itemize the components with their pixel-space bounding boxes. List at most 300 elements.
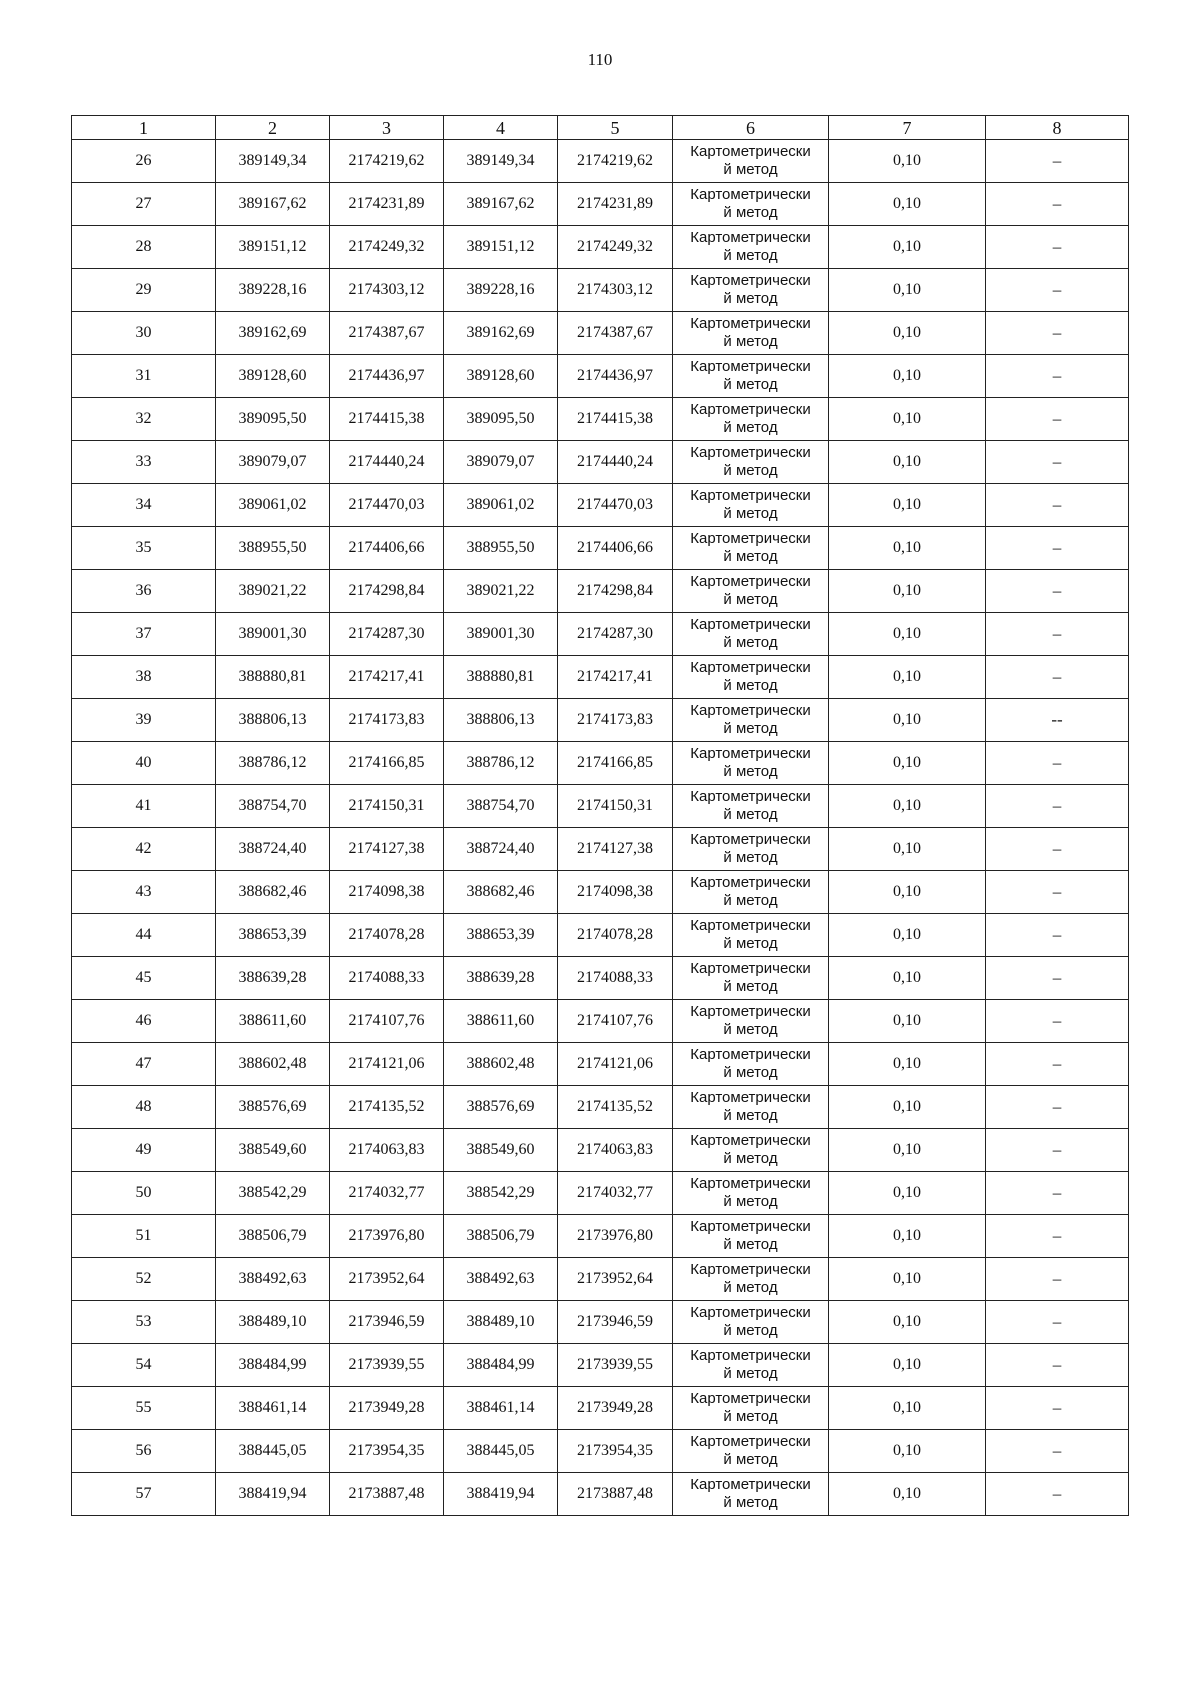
y-coordinate-cell: 2174098,38 — [330, 871, 444, 914]
point-number-cell: 46 — [72, 1000, 216, 1043]
table-row — [72, 1430, 1129, 1473]
table-row — [72, 312, 1129, 355]
y-coordinate-cell: 2174298,84 — [558, 570, 673, 613]
x-coordinate-cell: 388754,70 — [216, 785, 330, 828]
point-number-cell: 33 — [72, 441, 216, 484]
note-cell: – — [986, 914, 1129, 957]
x-coordinate-cell: 389162,69 — [216, 312, 330, 355]
y-coordinate-cell: 2174217,41 — [330, 656, 444, 699]
y-coordinate-cell: 2174078,28 — [330, 914, 444, 957]
y-coordinate-cell: 2174440,24 — [330, 441, 444, 484]
point-number-cell: 53 — [72, 1301, 216, 1344]
accuracy-cell: 0,10 — [829, 269, 986, 312]
x-coordinate-cell: 388489,10 — [444, 1301, 558, 1344]
method-cell: Картометрический метод — [673, 1086, 829, 1129]
x-coordinate-cell: 388639,28 — [216, 957, 330, 1000]
x-coordinate-cell: 388542,29 — [444, 1172, 558, 1215]
accuracy-cell: 0,10 — [829, 1430, 986, 1473]
y-coordinate-cell: 2174121,06 — [558, 1043, 673, 1086]
y-coordinate-cell: 2174078,28 — [558, 914, 673, 957]
table-row — [72, 1301, 1129, 1344]
point-number-cell: 45 — [72, 957, 216, 1000]
point-number-cell: 51 — [72, 1215, 216, 1258]
column-header: 5 — [558, 116, 673, 140]
table-row — [72, 269, 1129, 312]
point-number-cell: 27 — [72, 183, 216, 226]
point-number-cell: 35 — [72, 527, 216, 570]
y-coordinate-cell: 2174287,30 — [330, 613, 444, 656]
y-coordinate-cell: 2173946,59 — [330, 1301, 444, 1344]
method-cell: Картометрический метод — [673, 355, 829, 398]
x-coordinate-cell: 389021,22 — [216, 570, 330, 613]
method-cell: Картометрический метод — [673, 1301, 829, 1344]
accuracy-cell: 0,10 — [829, 914, 986, 957]
table-row — [72, 1215, 1129, 1258]
method-cell: Картометрический метод — [673, 1430, 829, 1473]
x-coordinate-cell: 388786,12 — [216, 742, 330, 785]
y-coordinate-cell: 2174063,83 — [558, 1129, 673, 1172]
note-cell: – — [986, 398, 1129, 441]
method-cell: Картометрический метод — [673, 226, 829, 269]
x-coordinate-cell: 388955,50 — [444, 527, 558, 570]
accuracy-cell: 0,10 — [829, 1215, 986, 1258]
y-coordinate-cell: 2174470,03 — [330, 484, 444, 527]
point-number-cell: 28 — [72, 226, 216, 269]
y-coordinate-cell: 2174173,83 — [558, 699, 673, 742]
table-row — [72, 183, 1129, 226]
accuracy-cell: 0,10 — [829, 1258, 986, 1301]
accuracy-cell: 0,10 — [829, 613, 986, 656]
point-number-cell: 52 — [72, 1258, 216, 1301]
x-coordinate-cell: 388542,29 — [216, 1172, 330, 1215]
column-header: 4 — [444, 116, 558, 140]
table-row — [72, 957, 1129, 1000]
method-cell: Картометрический метод — [673, 484, 829, 527]
note-cell: – — [986, 1258, 1129, 1301]
y-coordinate-cell: 2174219,62 — [330, 140, 444, 183]
y-coordinate-cell: 2173887,48 — [330, 1473, 444, 1516]
x-coordinate-cell: 389151,12 — [216, 226, 330, 269]
x-coordinate-cell: 388419,94 — [444, 1473, 558, 1516]
y-coordinate-cell: 2174440,24 — [558, 441, 673, 484]
header-row — [72, 116, 1129, 140]
method-cell: Картометрический метод — [673, 269, 829, 312]
y-coordinate-cell: 2174231,89 — [558, 183, 673, 226]
column-header: 6 — [673, 116, 829, 140]
x-coordinate-cell: 389167,62 — [216, 183, 330, 226]
note-cell: – — [986, 1387, 1129, 1430]
x-coordinate-cell: 388724,40 — [216, 828, 330, 871]
method-cell: Картометрический метод — [673, 183, 829, 226]
method-cell: Картометрический метод — [673, 1215, 829, 1258]
method-cell: Картометрический метод — [673, 1473, 829, 1516]
method-cell: Картометрический метод — [673, 699, 829, 742]
x-coordinate-cell: 388653,39 — [216, 914, 330, 957]
note-cell: – — [986, 613, 1129, 656]
point-number-cell: 36 — [72, 570, 216, 613]
accuracy-cell: 0,10 — [829, 828, 986, 871]
y-coordinate-cell: 2174303,12 — [330, 269, 444, 312]
x-coordinate-cell: 388602,48 — [444, 1043, 558, 1086]
x-coordinate-cell: 388461,14 — [444, 1387, 558, 1430]
x-coordinate-cell: 389001,30 — [444, 613, 558, 656]
accuracy-cell: 0,10 — [829, 570, 986, 613]
table-row — [72, 226, 1129, 269]
point-number-cell: 54 — [72, 1344, 216, 1387]
x-coordinate-cell: 388576,69 — [444, 1086, 558, 1129]
table-row — [72, 656, 1129, 699]
table-header — [72, 116, 1129, 140]
method-cell: Картометрический метод — [673, 1344, 829, 1387]
table-row — [72, 570, 1129, 613]
table-row — [72, 527, 1129, 570]
accuracy-cell: 0,10 — [829, 1473, 986, 1516]
y-coordinate-cell: 2174470,03 — [558, 484, 673, 527]
x-coordinate-cell: 388611,60 — [216, 1000, 330, 1043]
y-coordinate-cell: 2173939,55 — [558, 1344, 673, 1387]
table-row — [72, 1258, 1129, 1301]
y-coordinate-cell: 2174127,38 — [558, 828, 673, 871]
table-row — [72, 1172, 1129, 1215]
x-coordinate-cell: 388806,13 — [216, 699, 330, 742]
y-coordinate-cell: 2174150,31 — [330, 785, 444, 828]
method-cell: Картометрический метод — [673, 1172, 829, 1215]
y-coordinate-cell: 2173952,64 — [558, 1258, 673, 1301]
note-cell: – — [986, 1086, 1129, 1129]
x-coordinate-cell: 388682,46 — [216, 871, 330, 914]
y-coordinate-cell: 2174088,33 — [330, 957, 444, 1000]
x-coordinate-cell: 389228,16 — [216, 269, 330, 312]
x-coordinate-cell: 388682,46 — [444, 871, 558, 914]
accuracy-cell: 0,10 — [829, 957, 986, 1000]
y-coordinate-cell: 2173887,48 — [558, 1473, 673, 1516]
point-number-cell: 57 — [72, 1473, 216, 1516]
x-coordinate-cell: 389079,07 — [444, 441, 558, 484]
method-cell: Картометрический метод — [673, 312, 829, 355]
table-row — [72, 828, 1129, 871]
x-coordinate-cell: 388484,99 — [216, 1344, 330, 1387]
table-row — [72, 871, 1129, 914]
y-coordinate-cell: 2174436,97 — [558, 355, 673, 398]
accuracy-cell: 0,10 — [829, 1172, 986, 1215]
x-coordinate-cell: 388602,48 — [216, 1043, 330, 1086]
y-coordinate-cell: 2174032,77 — [330, 1172, 444, 1215]
note-cell: – — [986, 355, 1129, 398]
y-coordinate-cell: 2174135,52 — [330, 1086, 444, 1129]
table-row — [72, 914, 1129, 957]
y-coordinate-cell: 2174415,38 — [330, 398, 444, 441]
table-row — [72, 1043, 1129, 1086]
y-coordinate-cell: 2174387,67 — [558, 312, 673, 355]
accuracy-cell: 0,10 — [829, 140, 986, 183]
note-cell: – — [986, 140, 1129, 183]
table-row — [72, 785, 1129, 828]
y-coordinate-cell: 2174032,77 — [558, 1172, 673, 1215]
x-coordinate-cell: 388653,39 — [444, 914, 558, 957]
accuracy-cell: 0,10 — [829, 527, 986, 570]
point-number-cell: 50 — [72, 1172, 216, 1215]
accuracy-cell: 0,10 — [829, 1387, 986, 1430]
note-cell: – — [986, 1129, 1129, 1172]
note-cell: – — [986, 656, 1129, 699]
y-coordinate-cell: 2174406,66 — [330, 527, 444, 570]
point-number-cell: 38 — [72, 656, 216, 699]
table-row — [72, 1344, 1129, 1387]
column-header: 1 — [72, 116, 216, 140]
y-coordinate-cell: 2173939,55 — [330, 1344, 444, 1387]
point-number-cell: 37 — [72, 613, 216, 656]
table-row — [72, 140, 1129, 183]
column-header: 2 — [216, 116, 330, 140]
coordinates-table — [71, 115, 1129, 1516]
note-cell: – — [986, 1043, 1129, 1086]
x-coordinate-cell: 388754,70 — [444, 785, 558, 828]
x-coordinate-cell: 388445,05 — [216, 1430, 330, 1473]
y-coordinate-cell: 2174217,41 — [558, 656, 673, 699]
table-row — [72, 1086, 1129, 1129]
method-cell: Картометрический метод — [673, 1043, 829, 1086]
table-row — [72, 484, 1129, 527]
point-number-cell: 49 — [72, 1129, 216, 1172]
y-coordinate-cell: 2173949,28 — [330, 1387, 444, 1430]
method-cell: Картометрический метод — [673, 656, 829, 699]
x-coordinate-cell: 388461,14 — [216, 1387, 330, 1430]
accuracy-cell: 0,10 — [829, 226, 986, 269]
y-coordinate-cell: 2173976,80 — [330, 1215, 444, 1258]
accuracy-cell: 0,10 — [829, 1000, 986, 1043]
x-coordinate-cell: 388489,10 — [216, 1301, 330, 1344]
table-row — [72, 1129, 1129, 1172]
note-cell: – — [986, 226, 1129, 269]
note-cell: – — [986, 1430, 1129, 1473]
y-coordinate-cell: 2174135,52 — [558, 1086, 673, 1129]
x-coordinate-cell: 389228,16 — [444, 269, 558, 312]
note-cell: – — [986, 269, 1129, 312]
x-coordinate-cell: 388724,40 — [444, 828, 558, 871]
y-coordinate-cell: 2174166,85 — [558, 742, 673, 785]
y-coordinate-cell: 2174063,83 — [330, 1129, 444, 1172]
y-coordinate-cell: 2174107,76 — [330, 1000, 444, 1043]
x-coordinate-cell: 389128,60 — [216, 355, 330, 398]
x-coordinate-cell: 388419,94 — [216, 1473, 330, 1516]
note-cell: – — [986, 871, 1129, 914]
point-number-cell: 48 — [72, 1086, 216, 1129]
note-cell: – — [986, 527, 1129, 570]
point-number-cell: 31 — [72, 355, 216, 398]
note-cell: – — [986, 1301, 1129, 1344]
column-header: 3 — [330, 116, 444, 140]
point-number-cell: 47 — [72, 1043, 216, 1086]
x-coordinate-cell: 389061,02 — [444, 484, 558, 527]
method-cell: Картометрический метод — [673, 398, 829, 441]
point-number-cell: 41 — [72, 785, 216, 828]
y-coordinate-cell: 2174436,97 — [330, 355, 444, 398]
accuracy-cell: 0,10 — [829, 1086, 986, 1129]
x-coordinate-cell: 389149,34 — [444, 140, 558, 183]
x-coordinate-cell: 388445,05 — [444, 1430, 558, 1473]
y-coordinate-cell: 2173949,28 — [558, 1387, 673, 1430]
point-number-cell: 40 — [72, 742, 216, 785]
accuracy-cell: 0,10 — [829, 398, 986, 441]
x-coordinate-cell: 389001,30 — [216, 613, 330, 656]
x-coordinate-cell: 388806,13 — [444, 699, 558, 742]
y-coordinate-cell: 2174127,38 — [330, 828, 444, 871]
y-coordinate-cell: 2174387,67 — [330, 312, 444, 355]
x-coordinate-cell: 389021,22 — [444, 570, 558, 613]
method-cell: Картометрический метод — [673, 914, 829, 957]
table-row — [72, 355, 1129, 398]
note-cell: – — [986, 1473, 1129, 1516]
y-coordinate-cell: 2174298,84 — [330, 570, 444, 613]
x-coordinate-cell: 389167,62 — [444, 183, 558, 226]
table-row — [72, 742, 1129, 785]
point-number-cell: 39 — [72, 699, 216, 742]
method-cell: Картометрический метод — [673, 570, 829, 613]
x-coordinate-cell: 388506,79 — [216, 1215, 330, 1258]
point-number-cell: 55 — [72, 1387, 216, 1430]
x-coordinate-cell: 388880,81 — [444, 656, 558, 699]
x-coordinate-cell: 389061,02 — [216, 484, 330, 527]
y-coordinate-cell: 2173952,64 — [330, 1258, 444, 1301]
method-cell: Картометрический метод — [673, 613, 829, 656]
x-coordinate-cell: 388549,60 — [444, 1129, 558, 1172]
y-coordinate-cell: 2174287,30 — [558, 613, 673, 656]
accuracy-cell: 0,10 — [829, 355, 986, 398]
x-coordinate-cell: 388492,63 — [216, 1258, 330, 1301]
note-cell: – — [986, 785, 1129, 828]
y-coordinate-cell: 2173976,80 — [558, 1215, 673, 1258]
accuracy-cell: 0,10 — [829, 484, 986, 527]
y-coordinate-cell: 2173954,35 — [558, 1430, 673, 1473]
note-cell: – — [986, 570, 1129, 613]
x-coordinate-cell: 388549,60 — [216, 1129, 330, 1172]
point-number-cell: 56 — [72, 1430, 216, 1473]
x-coordinate-cell: 389079,07 — [216, 441, 330, 484]
table-row — [72, 613, 1129, 656]
method-cell: Картометрический метод — [673, 828, 829, 871]
column-header: 8 — [986, 116, 1129, 140]
x-coordinate-cell: 388506,79 — [444, 1215, 558, 1258]
table-row — [72, 441, 1129, 484]
point-number-cell: 30 — [72, 312, 216, 355]
y-coordinate-cell: 2174231,89 — [330, 183, 444, 226]
y-coordinate-cell: 2174249,32 — [558, 226, 673, 269]
y-coordinate-cell: 2173954,35 — [330, 1430, 444, 1473]
table-row — [72, 1473, 1129, 1516]
y-coordinate-cell: 2174219,62 — [558, 140, 673, 183]
note-cell: – — [986, 1215, 1129, 1258]
column-header: 7 — [829, 116, 986, 140]
note-cell: – — [986, 1000, 1129, 1043]
accuracy-cell: 0,10 — [829, 656, 986, 699]
accuracy-cell: 0,10 — [829, 785, 986, 828]
note-cell: – — [986, 1344, 1129, 1387]
accuracy-cell: 0,10 — [829, 699, 986, 742]
note-cell: – — [986, 957, 1129, 1000]
point-number-cell: 29 — [72, 269, 216, 312]
note-cell: – — [986, 742, 1129, 785]
x-coordinate-cell: 389095,50 — [216, 398, 330, 441]
point-number-cell: 34 — [72, 484, 216, 527]
note-cell: – — [986, 312, 1129, 355]
method-cell: Картометрический метод — [673, 871, 829, 914]
method-cell: Картометрический метод — [673, 140, 829, 183]
table-row — [72, 1000, 1129, 1043]
x-coordinate-cell: 388492,63 — [444, 1258, 558, 1301]
x-coordinate-cell: 389128,60 — [444, 355, 558, 398]
point-number-cell: 44 — [72, 914, 216, 957]
y-coordinate-cell: 2173946,59 — [558, 1301, 673, 1344]
accuracy-cell: 0,10 — [829, 1344, 986, 1387]
y-coordinate-cell: 2174303,12 — [558, 269, 673, 312]
method-cell: Картометрический метод — [673, 1000, 829, 1043]
table-body — [72, 140, 1129, 1516]
y-coordinate-cell: 2174406,66 — [558, 527, 673, 570]
y-coordinate-cell: 2174150,31 — [558, 785, 673, 828]
method-cell: Картометрический метод — [673, 441, 829, 484]
x-coordinate-cell: 389151,12 — [444, 226, 558, 269]
method-cell: Картометрический метод — [673, 1129, 829, 1172]
method-cell: Картометрический метод — [673, 1258, 829, 1301]
method-cell: Картометрический метод — [673, 1387, 829, 1430]
point-number-cell: 32 — [72, 398, 216, 441]
note-cell: – — [986, 828, 1129, 871]
method-cell: Картометрический метод — [673, 527, 829, 570]
y-coordinate-cell: 2174415,38 — [558, 398, 673, 441]
x-coordinate-cell: 388484,99 — [444, 1344, 558, 1387]
y-coordinate-cell: 2174121,06 — [330, 1043, 444, 1086]
x-coordinate-cell: 388786,12 — [444, 742, 558, 785]
page-number: 110 — [587, 50, 613, 69]
x-coordinate-cell: 389095,50 — [444, 398, 558, 441]
accuracy-cell: 0,10 — [829, 742, 986, 785]
point-number-cell: 42 — [72, 828, 216, 871]
y-coordinate-cell: 2174107,76 — [558, 1000, 673, 1043]
accuracy-cell: 0,10 — [829, 183, 986, 226]
note-cell: – — [986, 183, 1129, 226]
x-coordinate-cell: 388576,69 — [216, 1086, 330, 1129]
x-coordinate-cell: 388955,50 — [216, 527, 330, 570]
accuracy-cell: 0,10 — [829, 1301, 986, 1344]
accuracy-cell: 0,10 — [829, 1129, 986, 1172]
y-coordinate-cell: 2174173,83 — [330, 699, 444, 742]
accuracy-cell: 0,10 — [829, 441, 986, 484]
x-coordinate-cell: 388611,60 — [444, 1000, 558, 1043]
y-coordinate-cell: 2174249,32 — [330, 226, 444, 269]
note-cell: -- — [986, 699, 1129, 742]
x-coordinate-cell: 389149,34 — [216, 140, 330, 183]
table-row — [72, 398, 1129, 441]
method-cell: Картометрический метод — [673, 742, 829, 785]
x-coordinate-cell: 389162,69 — [444, 312, 558, 355]
note-cell: – — [986, 441, 1129, 484]
point-number-cell: 26 — [72, 140, 216, 183]
accuracy-cell: 0,10 — [829, 312, 986, 355]
method-cell: Картометрический метод — [673, 785, 829, 828]
accuracy-cell: 0,10 — [829, 1043, 986, 1086]
table-row — [72, 1387, 1129, 1430]
y-coordinate-cell: 2174166,85 — [330, 742, 444, 785]
x-coordinate-cell: 388639,28 — [444, 957, 558, 1000]
note-cell: – — [986, 1172, 1129, 1215]
y-coordinate-cell: 2174098,38 — [558, 871, 673, 914]
x-coordinate-cell: 388880,81 — [216, 656, 330, 699]
y-coordinate-cell: 2174088,33 — [558, 957, 673, 1000]
note-cell: – — [986, 484, 1129, 527]
table-row — [72, 699, 1129, 742]
accuracy-cell: 0,10 — [829, 871, 986, 914]
point-number-cell: 43 — [72, 871, 216, 914]
